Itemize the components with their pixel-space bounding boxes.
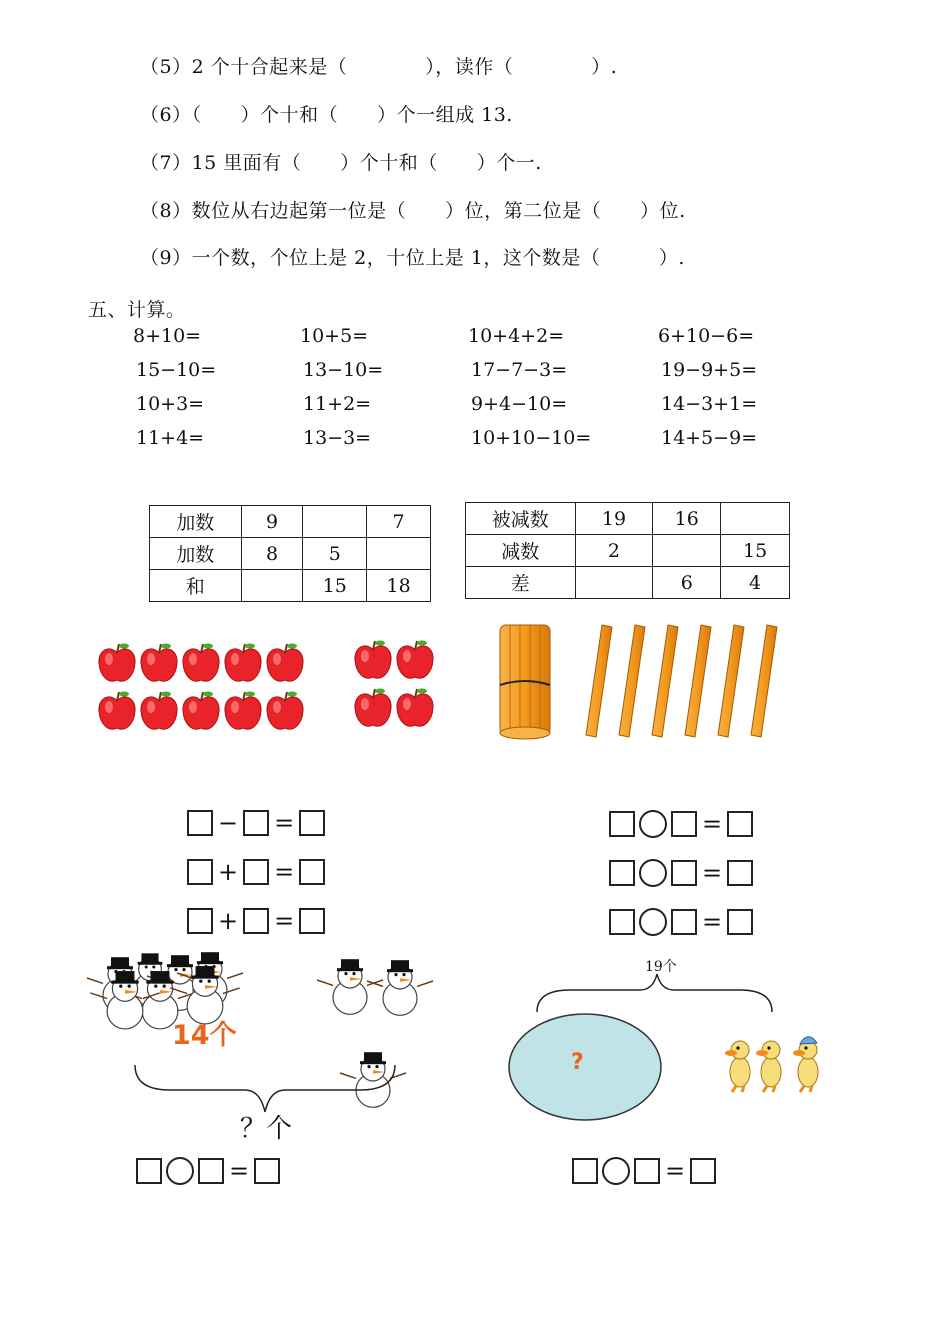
operator-sign: = — [274, 809, 295, 837]
calc-item: 17−7−3= — [471, 359, 568, 381]
calc-item: 10+10−10= — [471, 427, 592, 449]
table-cell: 加数 — [150, 538, 242, 570]
calc-item: 8+10= — [133, 325, 202, 347]
operator-sign: = — [702, 859, 723, 887]
operator-sign: = — [229, 1157, 250, 1185]
calc-item: 13−3= — [303, 427, 372, 449]
duck-icon — [793, 1037, 818, 1092]
table-cell: 8 — [241, 538, 303, 570]
calc-item: 19−9+5= — [661, 359, 758, 381]
table-cell: 6 — [653, 567, 721, 599]
duck-icon — [725, 1041, 750, 1092]
question-7: （7）15 里面有（ ）个十和（ ）个一. — [140, 152, 542, 174]
operator-sign: = — [702, 810, 723, 838]
table-cell: 被减数 — [466, 503, 576, 535]
snowmen-question: ？个 — [240, 1114, 293, 1144]
table-cell: 减数 — [466, 535, 576, 567]
calc-item: 14+5−9= — [661, 427, 758, 449]
calc-item: 10+4+2= — [468, 325, 565, 347]
table-cell: 加数 — [150, 506, 242, 538]
operator-sign: = — [665, 1157, 686, 1185]
calc-item: 11+4= — [136, 427, 205, 449]
unknown-mark: ? — [571, 1050, 584, 1075]
operator-sign: = — [702, 908, 723, 936]
table-cell: 15 — [721, 535, 790, 567]
table-cell: 差 — [466, 567, 576, 599]
operator-sign: = — [274, 907, 295, 935]
calc-item: 6+10−6= — [658, 325, 755, 347]
calc-item: 11+2= — [303, 393, 372, 415]
table-cell: 16 — [653, 503, 721, 535]
question-8: （8）数位从右边起第一位是（ ）位，第二位是（ ）位. — [140, 200, 686, 222]
table-cell: 7 — [367, 506, 431, 538]
question-9: （9）一个数，个位上是 2，十位上是 1，这个数是（ ）. — [140, 247, 685, 269]
calc-item: 14−3+1= — [661, 393, 758, 415]
operator-sign: − — [218, 809, 239, 837]
calc-item: 10+3= — [136, 393, 205, 415]
calc-item: 15−10= — [136, 359, 217, 381]
question-5: （5）2 个十合起来是（ ），读作（ ）. — [140, 56, 618, 78]
calc-item: 9+4−10= — [471, 393, 568, 415]
calc-item: 13−10= — [303, 359, 384, 381]
duck-icon — [756, 1041, 781, 1092]
operator-sign: + — [218, 907, 239, 935]
table-cell: 18 — [367, 570, 431, 602]
table-cell: 5 — [303, 538, 367, 570]
operator-sign: + — [218, 858, 239, 886]
snowmen-count-label: 14个 — [172, 1020, 237, 1051]
table-cell: 15 — [303, 570, 367, 602]
table-cell: 4 — [721, 567, 790, 599]
question-6: （6）（ ）个十和（ ）个一组成 13. — [140, 104, 513, 126]
operator-sign: = — [274, 858, 295, 886]
table-cell: 和 — [150, 570, 242, 602]
section-title: 五、计算。 — [88, 299, 186, 321]
calc-item: 10+5= — [300, 325, 369, 347]
table-cell: 19 — [575, 503, 653, 535]
table-cell: 9 — [241, 506, 303, 538]
table-cell: 2 — [575, 535, 653, 567]
ducks-total-label: 19个 — [645, 959, 677, 975]
